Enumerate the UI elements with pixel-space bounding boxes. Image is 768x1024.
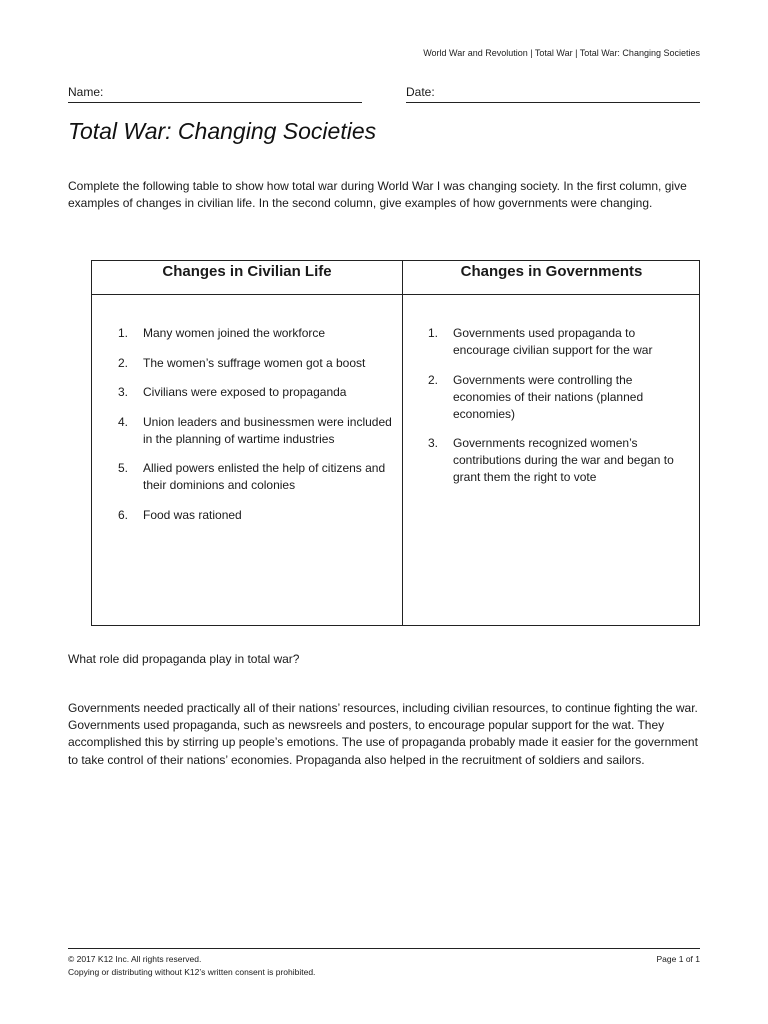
name-field[interactable] bbox=[68, 84, 362, 103]
list-item bbox=[428, 435, 690, 486]
list-item bbox=[118, 325, 398, 342]
item-number: 3. bbox=[428, 436, 439, 450]
item-number: 5. bbox=[118, 461, 129, 475]
item-number: 2. bbox=[118, 355, 129, 370]
instructions-text: Complete the following table to show how total war during World War I was changing society. In the first column, give examples of changes in civilian life. In the second column, give examples of how governments were changing. bbox=[68, 179, 687, 210]
item-text: Many women joined the workforce bbox=[143, 326, 326, 340]
distribution-notice: Copying or distributing without K12’s written consent is prohibited. bbox=[68, 967, 316, 977]
copyright-text: © 2017 K12 Inc. All rights reserved. bbox=[68, 954, 202, 964]
list-item bbox=[428, 372, 690, 423]
column-divider bbox=[402, 261, 403, 625]
changes-table bbox=[91, 260, 700, 626]
item-text: Governments used propaganda to encourage civilian support for the war bbox=[453, 326, 653, 357]
item-number: 3. bbox=[118, 385, 129, 399]
list-item bbox=[428, 325, 690, 359]
governments-heading: Changes in Governments bbox=[460, 263, 643, 280]
civilian-life-list bbox=[118, 325, 398, 536]
item-text: Governments recognized women’s contributions during the war and began to grant them the right to vote bbox=[453, 436, 674, 484]
governments-list bbox=[428, 325, 690, 499]
answer-text: Governments needed practically all of their nations’ resources, including civilian resources, to continue fighting the war. Governments used propaganda, such as newsreels and posters, to encourage popular support for the wat. They accomplished this by stirring up people’s emotions. The use of propaganda probably made it easier for the government to take control of their nations’ economies. Propaganda also helped in the recruitment of soldiers and sailors. bbox=[68, 701, 698, 767]
item-text: Civilians were exposed to propaganda bbox=[143, 385, 347, 399]
item-number: 1. bbox=[118, 326, 129, 340]
item-text: Allied powers enlisted the help of citizens and their dominions and colonies bbox=[143, 461, 386, 492]
item-number: 6. bbox=[118, 507, 129, 522]
item-number: 1. bbox=[428, 326, 439, 340]
header-divider bbox=[92, 294, 699, 295]
item-number: 2. bbox=[428, 372, 439, 387]
list-item bbox=[118, 414, 398, 448]
name-label: Name: bbox=[68, 85, 104, 99]
item-text: The women’s suffrage women got a boost bbox=[143, 355, 366, 370]
date-field[interactable] bbox=[406, 84, 700, 103]
list-item bbox=[118, 384, 398, 401]
breadcrumb: World War and Revolution | Total War | Total War: Changing Societies bbox=[423, 48, 700, 58]
date-label: Date: bbox=[406, 85, 435, 99]
footer-legal bbox=[68, 953, 315, 979]
footer-divider bbox=[68, 948, 700, 949]
item-text: Union leaders and businessmen were included in the planning of wartime industries bbox=[143, 414, 392, 446]
item-text: Governments were controlling the economies of their nations (planned economies) bbox=[453, 372, 644, 421]
item-text: Food was rationed bbox=[143, 507, 242, 522]
page-number: Page 1 of 1 bbox=[656, 954, 700, 964]
list-item bbox=[118, 507, 398, 524]
civilian-life-heading: Changes in Civilian Life bbox=[162, 263, 332, 280]
list-item bbox=[118, 460, 398, 494]
page-title: Total War: Changing Societies bbox=[68, 118, 377, 144]
item-number: 4. bbox=[118, 414, 129, 429]
list-item bbox=[118, 355, 398, 372]
question-text: What role did propaganda play in total war? bbox=[68, 652, 300, 666]
